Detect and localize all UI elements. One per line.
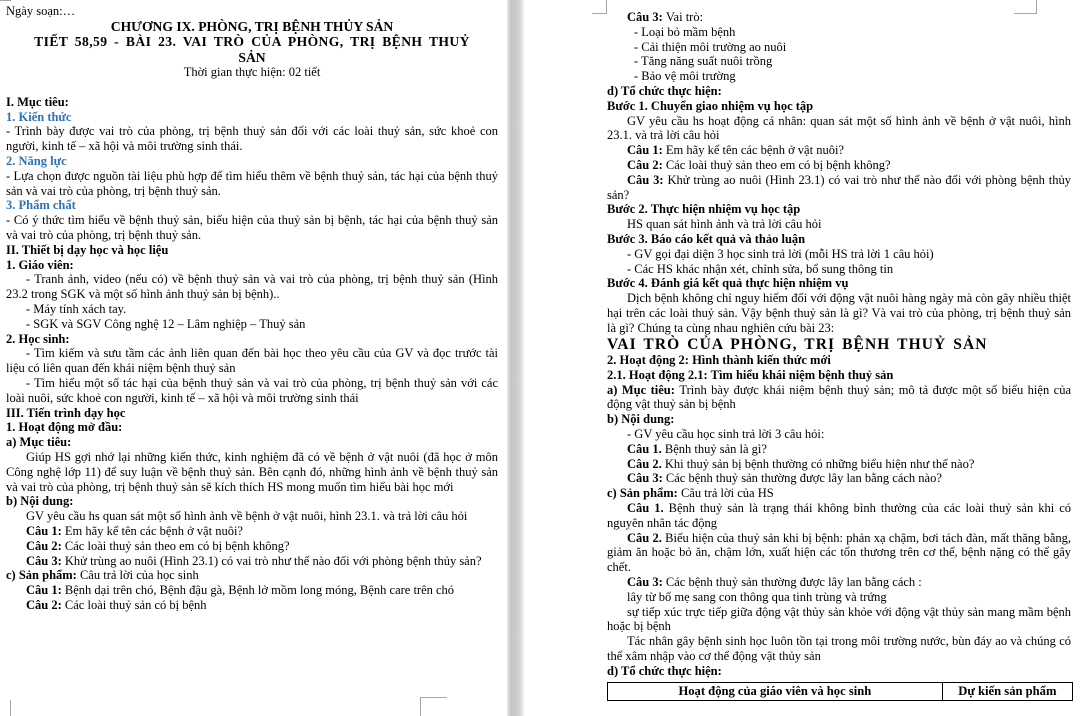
- text-run: - Các HS khác nhận xét, chỉnh sửa, bổ sung thông tin: [627, 261, 894, 276]
- answer-line: [607, 10, 1071, 25]
- date-line: [6, 4, 498, 19]
- paragraph: [6, 169, 498, 199]
- text-run: Vai trò:: [665, 10, 704, 24]
- text-run: Các bệnh thuỷ sản thường được lây lan bằng cách :: [665, 574, 922, 589]
- text-run: Câu 2.: [627, 456, 665, 471]
- paragraph: [6, 346, 498, 376]
- answer-line: [607, 501, 1071, 531]
- subsection-heading: [607, 84, 1071, 99]
- page-gap: [507, 0, 524, 716]
- answer-line: [6, 598, 498, 613]
- text-run: Câu 1:: [26, 583, 65, 598]
- subsection-heading: [6, 494, 498, 509]
- section-heading: [607, 353, 1071, 368]
- text-run: Tác nhân gây bệnh sinh học luôn tồn tại trong môi trường nước, bùn đáy ao và chúng có thể xâm nhập vào cơ thể động vật thủy sản: [607, 634, 1071, 663]
- text-run: Khi thuỷ sản bị bệnh thường có những biểu hiện như thế nào?: [664, 456, 975, 471]
- text-run: lây từ bố mẹ sang con thông qua tinh trùng và trứng: [627, 589, 887, 604]
- text-run: Câu 2.: [627, 530, 666, 545]
- text-run: Câu 1:: [627, 143, 666, 158]
- text-run: Câu 1.: [627, 501, 669, 515]
- text-run: - Trình bày được vai trò của phòng, trị bệnh thuỷ sản đối với các loài thuỷ sản, sức khoẻ con người, kinh tế – xã hội và môi trường sinh thái.: [6, 124, 498, 154]
- text-run: b) Nội dung:: [6, 494, 74, 509]
- text-run: - Máy tính xách tay.: [26, 301, 127, 316]
- question-line: [6, 524, 498, 539]
- question-line: [607, 158, 1071, 173]
- subsection-heading-blue: [6, 154, 498, 169]
- text-run: Câu 3:: [627, 471, 666, 486]
- paragraph: [6, 509, 498, 524]
- text-run: Bệnh thuỷ sản là gì?: [664, 441, 767, 456]
- text-run: Bước 1. Chuyển giao nhiệm vụ học tập: [607, 98, 814, 113]
- paragraph: [6, 213, 498, 243]
- subsection-heading-blue: [6, 198, 498, 213]
- question-line: [607, 143, 1071, 158]
- text-run: Câu trả lời của HS: [680, 486, 774, 501]
- document-page-2[interactable]: [524, 0, 1087, 716]
- text-run: - Cải thiện môi trường ao nuôi: [634, 39, 787, 54]
- answer-line: [6, 583, 498, 598]
- section-heading: [6, 406, 498, 421]
- text-run: Câu 1.: [627, 441, 665, 456]
- text-run: 2. Năng lực: [6, 154, 67, 168]
- paragraph: [607, 605, 1071, 635]
- text-run: Bước 3. Báo cáo kết quả và thảo luận: [607, 231, 806, 246]
- paragraph: [6, 450, 498, 494]
- subsection-heading: [607, 486, 1071, 501]
- paragraph: [607, 291, 1071, 335]
- table-header-expected-products: Dự kiến sản phẩm: [942, 682, 1072, 700]
- paragraph: [6, 376, 498, 406]
- question-line: [607, 471, 1071, 486]
- text-run: GV yêu cầu hs quan sát một số hình ảnh về bệnh ở vật nuôi, hình 23.1. và trả lời câu hỏi: [26, 509, 468, 524]
- paragraph: [607, 114, 1071, 144]
- subsection-heading: [6, 420, 498, 435]
- text-run: Thời gian thực hiện: 02 tiết: [183, 65, 321, 80]
- crop-mark-bottom-left-h: [0, 0, 11, 1]
- chapter-title: [6, 19, 498, 34]
- text-run: - Loại bỏ mầm bệnh: [634, 24, 736, 39]
- duration-line: [6, 65, 498, 80]
- text-run: Bệnh dại trên chó, Bệnh đậu gà, Bệnh lở mồm long móng, Bệnh care trên chó: [64, 583, 455, 598]
- text-run: c) Sản phẩm:: [6, 568, 80, 583]
- text-run: Câu 3:: [627, 574, 666, 589]
- step-heading: [607, 232, 1071, 247]
- text-run: VAI TRÒ CỦA PHÒNG, TRỊ BỆNH THUỶ SẢN: [607, 335, 988, 353]
- list-item: [607, 40, 1071, 55]
- subsection-heading: [607, 412, 1071, 427]
- text-run: Câu 2:: [26, 538, 65, 553]
- text-run: - Bảo vệ môi trường: [634, 69, 736, 84]
- text-run: 3. Phẩm chất: [6, 198, 76, 213]
- question-line: [6, 554, 498, 569]
- text-run: Bệnh thuỷ sản là trạng thái không bình thường của các loài thuỷ sản khi có nguyên nhân tác động: [607, 501, 1071, 530]
- text-run: 2.1. Hoạt động 2.1: Tìm hiểu khái niệm bệnh thuỷ sản: [607, 367, 894, 382]
- page-1-text-area: [6, 4, 498, 613]
- text-run: Ngày soạn:…: [6, 4, 76, 18]
- step-heading: [607, 276, 1071, 291]
- text-run: Khử trùng ao nuôi (Hình 23.1) có vai trò như thế nào đối với phòng bệnh thủy sản?: [607, 172, 1071, 202]
- question-line: [607, 457, 1071, 472]
- answer-line: [607, 575, 1071, 590]
- subsection-heading-blue: [6, 110, 498, 125]
- text-run: Dịch bệnh không chỉ nguy hiểm đối với động vật nuôi hàng ngày mà còn gây nhiều thiệt hại trên các loài thuỷ sản. Vậy bệnh thuỷ sản là gì? Và vai trò của phòng, trị bệnh thuỷ sản là gì? Chúng ta cùng nhau nghiên cứu bài 23:: [607, 291, 1071, 335]
- subsection-heading: [607, 664, 1071, 679]
- step-heading: [607, 202, 1071, 217]
- text-run: TIẾT 58,59 - BÀI 23. VAI TRÒ CỦA PHÒNG, TRỊ BỆNH THUỶ: [34, 34, 470, 50]
- text-run: Em hãy kể tên các bệnh ở vật nuôi?: [64, 523, 243, 538]
- section-heading: [6, 95, 498, 110]
- crop-mark-top-left-v: [606, 0, 607, 13]
- crop-mark-bottom-right-v: [420, 697, 421, 716]
- text-run: Câu 3:: [26, 553, 65, 568]
- text-run: Giúp HS gợi nhớ lại những kiến thức, kinh nghiệm đã có về bệnh ở vật nuôi (đã học ở môn Công nghệ lớp 11) để suy luận về bệnh thuỷ sản. Bên cạnh đó, những hình ảnh về bệnh thuỷ sản và vai trò của phòng, trị bệnh thuỷ sản sẽ kích thích HS mong muốn tìm hiểu bài học mới: [6, 449, 498, 494]
- crop-mark-top-right-h: [1014, 13, 1037, 14]
- answer-line: [607, 531, 1071, 575]
- paragraph: [607, 590, 1071, 605]
- text-run: II. Thiết bị dạy học và học liệu: [6, 242, 169, 257]
- text-run: b) Nội dung:: [607, 412, 675, 427]
- text-run: Trình bày được khái niệm bệnh thuỷ sản; mô tả được một số biểu hiện của động vật thuỷ sản bị bệnh: [607, 382, 1071, 412]
- text-run: - Tìm kiếm và sưu tầm các ảnh liên quan đến bài học theo yêu cầu của GV và đọc trước tài liệu có liên quan đến khái niệm bệnh thuỷ sản: [6, 346, 498, 376]
- text-run: d) Tổ chức thực hiện:: [607, 83, 722, 98]
- question-line: [607, 442, 1071, 457]
- text-run: 2. Hoạt động 2: Hình thành kiến thức mới: [607, 353, 831, 368]
- paragraph: [607, 634, 1071, 664]
- paragraph: [6, 317, 498, 332]
- text-run: 1. Giáo viên:: [6, 257, 74, 272]
- question-line: [607, 173, 1071, 203]
- text-run: CHƯƠNG IX. PHÒNG, TRỊ BỆNH THỦY SẢN: [110, 18, 394, 34]
- text-run: Câu 1:: [26, 523, 65, 538]
- paragraph: [6, 124, 498, 154]
- lesson-name-heading: [607, 336, 1071, 354]
- text-run: Bước 4. Đánh giá kết quả thực hiện nhiệm vụ: [607, 276, 849, 291]
- text-run: Các loài thuỷ sản theo em có bị bệnh không?: [665, 157, 891, 172]
- paragraph: [6, 302, 498, 317]
- text-run: Khử trùng ao nuôi (Hình 23.1) có vai trò như thế nào đối với phòng bệnh thủy sản?: [64, 553, 482, 568]
- lesson-title-line1: [6, 34, 498, 49]
- paragraph: [607, 427, 1071, 442]
- text-run: HS quan sát hình ảnh và trả lời câu hỏi: [627, 217, 822, 232]
- paragraph: [607, 217, 1071, 232]
- section-heading: [607, 368, 1071, 383]
- document-page-1[interactable]: [0, 0, 507, 716]
- text-run: GV yêu cầu hs hoạt động cá nhân: quan sát một số hình ảnh về bệnh ở vật nuôi, hình 23.1. và trả lời câu hỏi: [607, 113, 1071, 143]
- crop-mark-bottom-right-h: [420, 697, 447, 698]
- text-run: Bước 2. Thực hiện nhiệm vụ học tập: [607, 202, 801, 217]
- text-run: - SGK và SGV Công nghệ 12 – Lâm nghiệp – Thuỷ sản: [26, 316, 306, 331]
- list-item: [607, 69, 1071, 84]
- list-item: [607, 54, 1071, 69]
- crop-mark-bottom-left-v: [10, 700, 11, 716]
- text-run: III. Tiến trình dạy học: [6, 405, 126, 420]
- text-run: Câu trả lời của học sinh: [79, 568, 199, 583]
- text-run: Các bệnh thuỷ sản thường được lây lan bằng cách nào?: [665, 471, 942, 486]
- text-run: Câu 3:: [627, 172, 668, 187]
- list-item: [607, 25, 1071, 40]
- crop-mark-top-left-h: [592, 13, 607, 14]
- text-run: sự tiếp xúc trực tiếp giữa động vật thủy sản khỏe với động vật thủy sản mang mầm bệnh hoặc bị bệnh: [607, 604, 1071, 634]
- text-run: a) Mục tiêu:: [6, 435, 72, 450]
- text-run: - Có ý thức tìm hiểu về bệnh thuỷ sản, biểu hiện của thuỷ sản bị bệnh, tác hại của bệnh thuỷ sản và vai trò của phòng, trị bệnh thuỷ sản.: [6, 213, 498, 242]
- text-run: - Lựa chọn được nguồn tài liệu phù hợp để tìm hiểu thêm về bệnh thuỷ sản, tác hại của bệnh thuỷ sản và vai trò của phòng, trị bệnh thuỷ sản.: [6, 168, 498, 198]
- text-run: a) Mục tiêu:: [607, 382, 680, 397]
- text-run: - Tranh ảnh, video (nếu có) về bệnh thuỷ sản và vai trò của phòng, trị bệnh thuỷ sản (Hình 23.2 trong SGK và một số hình ảnh thuỷ sản bị bệnh)..: [6, 272, 498, 302]
- paragraph: [6, 272, 498, 302]
- text-run: - Tăng năng suất nuôi trồng: [634, 54, 773, 69]
- paragraph: [607, 247, 1071, 262]
- text-run: Câu 2:: [26, 597, 65, 612]
- text-run: c) Sản phẩm:: [607, 486, 681, 501]
- subsection-heading: [6, 332, 498, 347]
- text-run: 2. Học sinh:: [6, 331, 70, 346]
- text-run: SẢN: [238, 49, 266, 65]
- crop-mark-top-right-v: [1036, 0, 1037, 13]
- text-run: Em hãy kể tên các bệnh ở vật nuôi?: [665, 143, 844, 158]
- paragraph: [607, 262, 1071, 277]
- section-heading: [6, 243, 498, 258]
- subsection-heading: [6, 258, 498, 273]
- text-run: 1. Hoạt động mở đầu:: [6, 420, 123, 435]
- text-run: Câu 2:: [627, 157, 666, 172]
- page-2-text-area: [607, 10, 1071, 701]
- text-run: I. Mục tiêu:: [6, 94, 69, 109]
- text-run: 1. Kiến thức: [6, 109, 72, 124]
- subsection-heading: [6, 435, 498, 450]
- text-run: d) Tổ chức thực hiện:: [607, 663, 722, 678]
- text-run: - GV yêu cầu học sinh trả lời 3 câu hỏi:: [627, 427, 825, 442]
- organization-table: [607, 682, 1073, 701]
- table-header-row: [608, 682, 1073, 700]
- text-run: Biểu hiện của thuỷ sản khi bị bệnh: phản xạ chậm, bơi tách đàn, mất thăng bằng, giảm ăn hoặc bỏ ăn, chậm lớn, xuất hiện các tổn thương trên cơ thể, bệnh nặng có thể gây chết.: [607, 530, 1071, 575]
- step-heading: [607, 99, 1071, 114]
- text-run: Các loài thuỷ sản theo em có bị bệnh không?: [64, 538, 290, 553]
- subsection-heading: [6, 568, 498, 583]
- text-run: Câu 3:: [627, 10, 666, 24]
- text-run: - GV gọi đại diện 3 học sinh trả lời (mỗi HS trả lời 1 câu hỏi): [627, 246, 934, 261]
- subsection-heading: [607, 383, 1071, 413]
- lesson-title-line2: [6, 50, 498, 65]
- table-header-teacher-student-activities: Hoạt động của giáo viên và học sinh: [608, 682, 943, 700]
- text-run: Các loài thuỷ sản có bị bệnh: [64, 597, 207, 612]
- blank-line: [6, 80, 498, 95]
- question-line: [6, 539, 498, 554]
- text-run: - Tìm hiểu một số tác hại của bệnh thuỷ sản và vai trò của phòng, trị bệnh thuỷ sản với các loài nuôi, sức khoẻ con người, kinh tế – xã hội và môi trường sinh thái: [6, 375, 498, 405]
